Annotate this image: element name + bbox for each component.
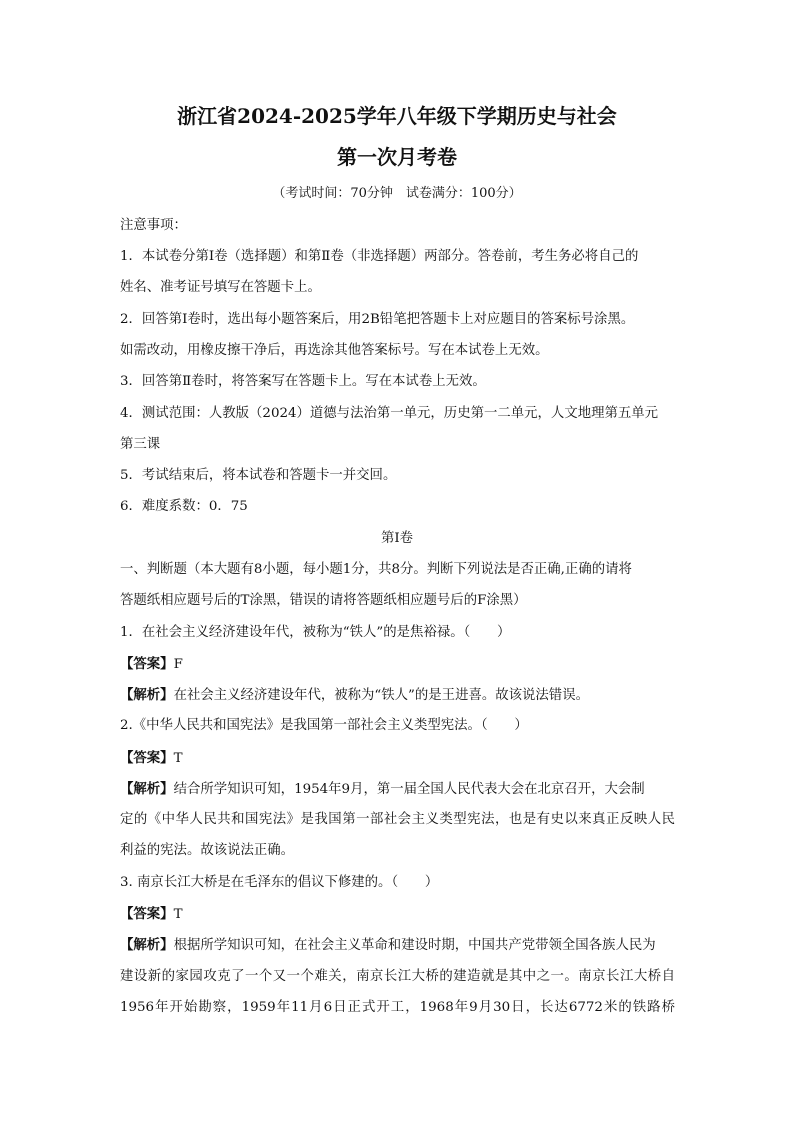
question-3: 3. 南京长江大桥是在毛泽东的倡议下修建的。（ ） (120, 875, 439, 890)
note-line: 姓名、准考证号填写在答题卡上。 (120, 280, 321, 295)
note-line: 如需改动，用橡皮擦干净后，再选涂其他答案标号。写在本试卷上无效。 (120, 343, 549, 358)
answer-label: 【答案】 (120, 750, 174, 766)
question-1: 1．在社会主义经济建设年代，被称为“铁人”的是焦裕禄。（ ） (120, 625, 511, 640)
answer-value: F (173, 657, 183, 672)
document-title-line2: 第一次月考卷 (337, 145, 457, 169)
analysis-label: 【解析】 (120, 937, 174, 953)
answer-2 (120, 749, 183, 768)
answer-label: 【答案】 (120, 906, 174, 922)
answer-3 (120, 905, 183, 924)
analysis-3 (120, 936, 656, 955)
analysis-2-line2: 定的《中华人民共和国宪法》是我国第一部社会主义类型宪法，也是有史以来真正反映人民 (120, 812, 675, 827)
analysis-text: 结合所学知识可知，1954年9月，第一届全国人民代表大会在北京召开，大会制 (173, 782, 645, 797)
analysis-2 (120, 780, 645, 799)
note-line: 4．测试范围：人教版（2024）道德与法治第一单元，历史第一二单元，人文地理第五单元 (120, 406, 659, 421)
analysis-3-line3: 1956年开始勘察，1959年11月6日正式开工，1968年9月30日，长达6772米的铁路桥 (120, 1000, 675, 1015)
question-2: 2.《中华人民共和国宪法》是我国第一部社会主义类型宪法。（ ） (120, 718, 528, 733)
analysis-label: 【解析】 (120, 781, 174, 797)
analysis-3-line2: 建设新的家园攻克了一个又一个难关，南京长江大桥的建造就是其中之一。南京长江大桥自 (120, 969, 675, 984)
exam-time-info: （考试时间：70分钟 试卷满分：100分） (272, 186, 522, 201)
note-line: 5．考试结束后，将本试卷和答题卡一并交回。 (120, 468, 397, 483)
part1-instructions-line1: 一、判断题（本大题有8小题，每小题1分，共8分。判断下列说法是否正确,正确的请将 (120, 562, 632, 577)
note-line: 第三课 (120, 437, 161, 452)
note-line: 6．难度系数：0．75 (120, 499, 248, 514)
section-title: 第Ⅰ卷 (380, 531, 414, 546)
answer-value: T (173, 907, 183, 922)
part1-instructions-line2: 答题纸相应题号后的T涂黑，错误的请将答题纸相应题号后的F涂黑） (120, 593, 527, 608)
analysis-label: 【解析】 (120, 687, 174, 703)
analysis-text: 在社会主义经济建设年代，被称为“铁人”的是王进喜。故该说法错误。 (173, 688, 589, 703)
analysis-1 (120, 686, 589, 705)
analysis-2-line3: 利益的宪法。故该说法正确。 (120, 843, 295, 858)
answer-label: 【答案】 (120, 656, 174, 672)
answer-1 (120, 655, 183, 674)
note-line: 3．回答第Ⅱ卷时，将答案写在答题卡上。写在本试卷上无效。 (120, 374, 486, 389)
note-line: 1．本试卷分第Ⅰ卷（选择题）和第Ⅱ卷（非选择题）两部分。答卷前，考生务必将自己的 (120, 249, 639, 264)
note-line: 2．回答第Ⅰ卷时，选出每小题答案后，用2B铅笔把答题卡上对应题目的答案标号涂黑。 (120, 312, 635, 327)
analysis-text: 根据所学知识可知，在社会主义革命和建设时期，中国共产党带领全国各族人民为 (173, 938, 656, 953)
notes-heading: 注意事项： (120, 218, 187, 233)
document-title-line1: 浙江省2024-2025学年八年级下学期历史与社会 (177, 104, 617, 128)
answer-value: T (173, 751, 183, 766)
